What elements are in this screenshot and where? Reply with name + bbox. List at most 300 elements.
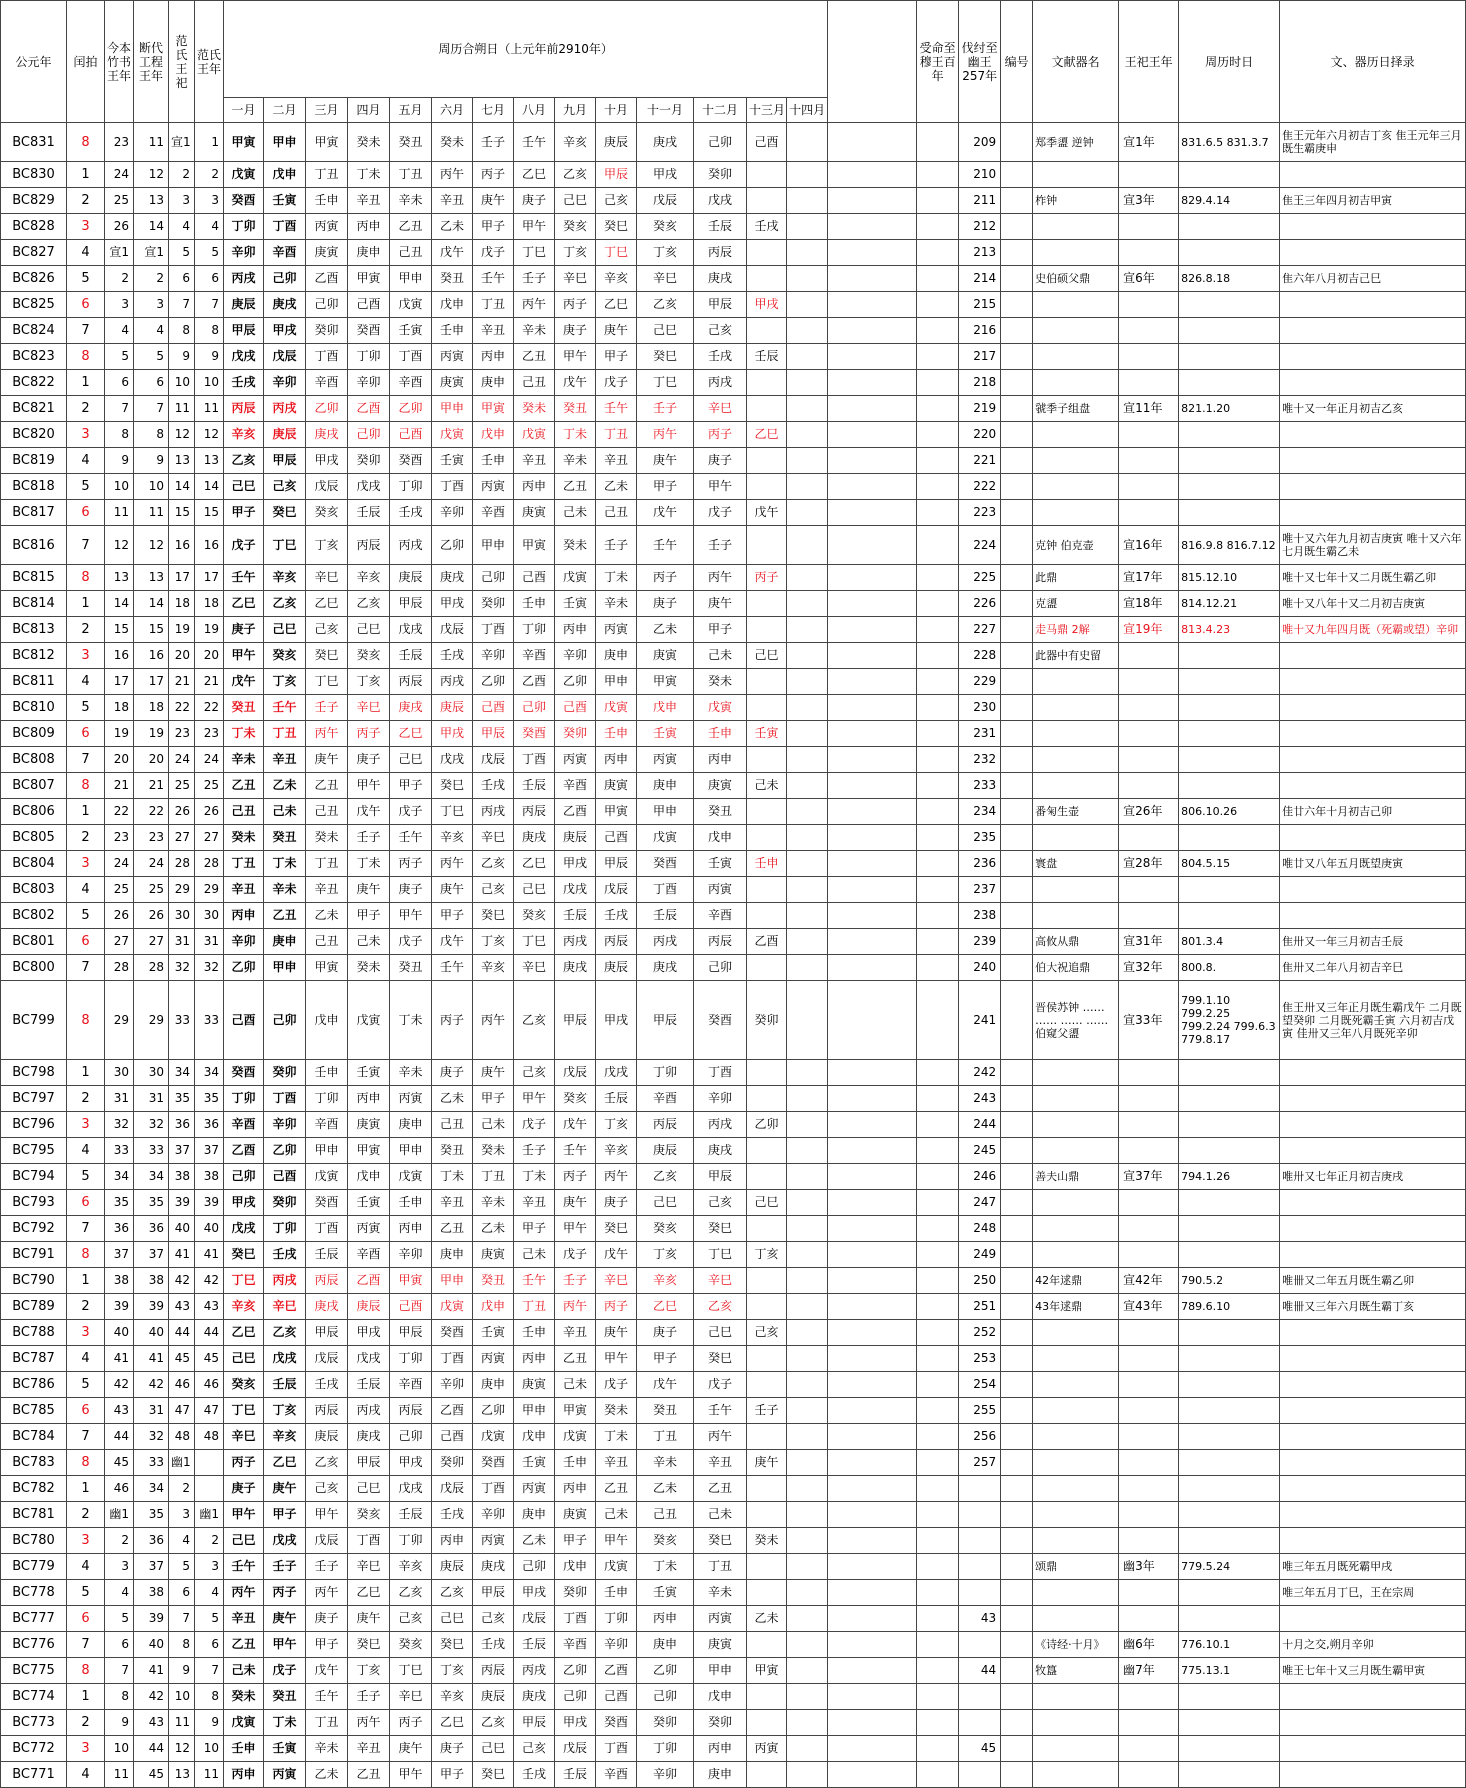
leap-cell: 2 [67, 1502, 105, 1528]
month-8-cell: 丙申 [514, 474, 555, 500]
month-9-cell: 己酉 [555, 695, 596, 721]
fazhou-cell: 246 [959, 1164, 1001, 1190]
excerpt-cell [1280, 1502, 1466, 1528]
month-2-cell: 丁未 [264, 1710, 306, 1736]
month-5-cell: 辛酉 [390, 370, 432, 396]
zhou-date-cell [1179, 1736, 1280, 1762]
bamboo-year-cell: 14 [105, 591, 134, 617]
spacer-cell [828, 292, 917, 318]
doc-name-cell [1033, 370, 1119, 396]
fan-year-cell: 40 [195, 1216, 224, 1242]
fazhou-cell [959, 1632, 1001, 1658]
bamboo-year-cell: 32 [105, 1112, 134, 1138]
table-row [1, 240, 1466, 266]
month-4-cell: 辛酉 [348, 1242, 390, 1268]
project-year-cell: 35 [134, 1502, 169, 1528]
month-2-cell: 乙卯 [264, 1138, 306, 1164]
fazhou-cell: 242 [959, 1060, 1001, 1086]
month-11-cell: 丁未 [637, 1554, 694, 1580]
fan-king-cell: 32 [169, 955, 195, 981]
month-9-cell: 己卯 [555, 1684, 596, 1710]
month-4-cell: 丁亥 [348, 669, 390, 695]
month-12-cell: 丙午 [694, 1424, 747, 1450]
table-row [1, 1346, 1466, 1372]
bamboo-year-cell: 10 [105, 1736, 134, 1762]
fazhou-cell: 234 [959, 799, 1001, 825]
month-13-cell: 乙未 [747, 1606, 787, 1632]
spacer-cell [828, 669, 917, 695]
code-cell [1001, 1164, 1033, 1190]
spacer-cell [828, 214, 917, 240]
month-5-cell: 甲辰 [390, 591, 432, 617]
code-cell [1001, 1216, 1033, 1242]
month-7-cell: 癸巳 [473, 1762, 514, 1788]
project-year-cell: 17 [134, 669, 169, 695]
year-cell: BC799 [1, 981, 67, 1060]
month-12-cell: 丙寅 [694, 877, 747, 903]
month-6-cell: 丙戌 [432, 669, 473, 695]
month-5-cell: 戊寅 [390, 1164, 432, 1190]
table-row [1, 1424, 1466, 1450]
month-3-cell: 戊辰 [306, 1346, 348, 1372]
king-year-cell: 宣28年 [1119, 851, 1179, 877]
king-year-cell [1119, 1736, 1179, 1762]
spacer-cell [828, 1242, 917, 1268]
fan-year-cell: 7 [195, 292, 224, 318]
month-10-cell: 壬辰 [596, 1086, 637, 1112]
month-9-cell: 戊戌 [555, 877, 596, 903]
month-7-cell: 戊子 [473, 240, 514, 266]
king-year-cell [1119, 1606, 1179, 1632]
code-cell [1001, 292, 1033, 318]
month-13-cell: 甲寅 [747, 1658, 787, 1684]
month-9-cell: 辛未 [555, 448, 596, 474]
month-9-cell: 乙亥 [555, 162, 596, 188]
month-4-cell: 甲戌 [348, 1320, 390, 1346]
month-1-cell: 丙戌 [224, 266, 264, 292]
month-6-cell: 壬寅 [432, 448, 473, 474]
month-header-2: 二月 [264, 98, 306, 123]
table-row [1, 1606, 1466, 1632]
project-year-cell: 42 [134, 1372, 169, 1398]
month-8-cell: 丙申 [514, 1346, 555, 1372]
table-row [1, 1632, 1466, 1658]
month-3-cell: 癸巳 [306, 643, 348, 669]
year-cell: BC824 [1, 318, 67, 344]
month-7-cell: 癸酉 [473, 1450, 514, 1476]
month-8-cell: 己亥 [514, 1736, 555, 1762]
year-cell: BC795 [1, 1138, 67, 1164]
doc-name-cell: 颂鼎 [1033, 1554, 1119, 1580]
month-6-cell: 戊辰 [432, 617, 473, 643]
month-4-cell: 乙丑 [348, 1762, 390, 1788]
month-14-cell [787, 1086, 828, 1112]
bamboo-year-cell: 2 [105, 1528, 134, 1554]
fan-king-cell: 24 [169, 747, 195, 773]
month-3-cell: 丙午 [306, 1580, 348, 1606]
bamboo-year-cell: 38 [105, 1268, 134, 1294]
king-year-cell [1119, 1060, 1179, 1086]
bamboo-year-cell: 28 [105, 955, 134, 981]
zhou-date-cell: 821.1.20 [1179, 396, 1280, 422]
fan-year-cell: 7 [195, 1658, 224, 1684]
shouming-cell [917, 825, 959, 851]
fan-year-cell: 2 [195, 1528, 224, 1554]
leap-cell: 8 [67, 1658, 105, 1684]
excerpt-cell [1280, 1398, 1466, 1424]
king-year-cell: 宣26年 [1119, 799, 1179, 825]
leap-cell: 2 [67, 1086, 105, 1112]
fan-year-cell: 17 [195, 565, 224, 591]
month-header-10: 十月 [596, 98, 637, 123]
month-5-cell: 丙辰 [390, 669, 432, 695]
bamboo-year-cell: 35 [105, 1190, 134, 1216]
fazhou-cell: 227 [959, 617, 1001, 643]
month-8-cell: 己亥 [514, 1060, 555, 1086]
zhou-date-cell: 826.8.18 [1179, 266, 1280, 292]
month-5-cell: 丙申 [390, 1216, 432, 1242]
month-14-cell [787, 1528, 828, 1554]
month-2-cell: 己卯 [264, 981, 306, 1060]
shouming-cell [917, 617, 959, 643]
table-row [1, 526, 1466, 565]
month-13-cell: 戊午 [747, 500, 787, 526]
month-header-5: 五月 [390, 98, 432, 123]
header-year: 公元年 [1, 1, 67, 123]
bamboo-year-cell: 7 [105, 1658, 134, 1684]
fan-year-cell: 10 [195, 370, 224, 396]
month-1-cell: 己丑 [224, 799, 264, 825]
bamboo-year-cell: 10 [105, 474, 134, 500]
month-3-cell: 丁巳 [306, 669, 348, 695]
year-cell: BC822 [1, 370, 67, 396]
table-row [1, 695, 1466, 721]
month-10-cell: 庚午 [596, 318, 637, 344]
shouming-cell [917, 1502, 959, 1528]
month-11-cell: 辛卯 [637, 1762, 694, 1788]
month-10-cell: 甲申 [596, 669, 637, 695]
doc-name-cell [1033, 1580, 1119, 1606]
month-9-cell: 辛酉 [555, 1632, 596, 1658]
code-cell [1001, 591, 1033, 617]
spacer-cell [828, 1060, 917, 1086]
king-year-cell [1119, 747, 1179, 773]
month-9-cell: 辛酉 [555, 773, 596, 799]
fazhou-cell: 219 [959, 396, 1001, 422]
leap-cell: 8 [67, 1450, 105, 1476]
month-6-cell: 丙申 [432, 1528, 473, 1554]
month-9-cell: 戊子 [555, 1242, 596, 1268]
leap-cell: 7 [67, 1216, 105, 1242]
zhou-date-cell: 816.9.8 816.7.12 [1179, 526, 1280, 565]
month-9-cell: 丙子 [555, 1164, 596, 1190]
fan-year-cell: 2 [195, 162, 224, 188]
doc-name-cell [1033, 448, 1119, 474]
month-4-cell: 庚午 [348, 1606, 390, 1632]
month-3-cell: 戊寅 [306, 1164, 348, 1190]
fan-king-cell: 12 [169, 422, 195, 448]
month-7-cell: 乙卯 [473, 669, 514, 695]
month-4-cell: 戊寅 [348, 981, 390, 1060]
king-year-cell [1119, 1528, 1179, 1554]
month-7-cell: 庚午 [473, 1060, 514, 1086]
month-8-cell: 乙未 [514, 1528, 555, 1554]
month-7-cell: 己亥 [473, 1606, 514, 1632]
month-6-cell: 丁亥 [432, 1658, 473, 1684]
bamboo-year-cell: 33 [105, 1138, 134, 1164]
month-13-cell [747, 162, 787, 188]
project-year-cell: 13 [134, 188, 169, 214]
year-cell: BC775 [1, 1658, 67, 1684]
month-9-cell: 丁未 [555, 422, 596, 448]
zhou-date-cell: 814.12.21 [1179, 591, 1280, 617]
month-12-cell: 庚寅 [694, 1632, 747, 1658]
project-year-cell: 14 [134, 591, 169, 617]
month-6-cell: 辛亥 [432, 825, 473, 851]
leap-cell: 3 [67, 1112, 105, 1138]
month-10-cell: 己酉 [596, 1684, 637, 1710]
project-year-cell: 6 [134, 370, 169, 396]
excerpt-cell [1280, 1450, 1466, 1476]
month-2-cell: 乙巳 [264, 1450, 306, 1476]
month-8-cell: 丁丑 [514, 1294, 555, 1320]
month-14-cell [787, 162, 828, 188]
zhou-date-cell [1179, 422, 1280, 448]
month-10-cell: 辛卯 [596, 1632, 637, 1658]
month-9-cell: 丙申 [555, 617, 596, 643]
month-14-cell [787, 773, 828, 799]
month-12-cell: 辛卯 [694, 1086, 747, 1112]
month-2-cell: 戊子 [264, 1658, 306, 1684]
excerpt-cell: 隹卅又二年八月初吉辛巳 [1280, 955, 1466, 981]
project-year-cell: 37 [134, 1554, 169, 1580]
month-6-cell: 丙午 [432, 162, 473, 188]
month-14-cell [787, 1190, 828, 1216]
month-3-cell: 壬子 [306, 695, 348, 721]
zhou-date-cell [1179, 1762, 1280, 1788]
month-11-cell: 戊午 [637, 500, 694, 526]
month-5-cell: 辛未 [390, 1060, 432, 1086]
king-year-cell: 宣18年 [1119, 591, 1179, 617]
project-year-cell: 34 [134, 1476, 169, 1502]
code-cell [1001, 1242, 1033, 1268]
zhou-date-cell [1179, 1372, 1280, 1398]
month-1-cell: 辛卯 [224, 929, 264, 955]
month-3-cell: 辛酉 [306, 1112, 348, 1138]
month-5-cell: 壬寅 [390, 318, 432, 344]
leap-cell: 7 [67, 1632, 105, 1658]
leap-cell: 3 [67, 422, 105, 448]
project-year-cell: 21 [134, 773, 169, 799]
month-5-cell: 庚午 [390, 1736, 432, 1762]
project-year-cell: 38 [134, 1268, 169, 1294]
month-13-cell [747, 1710, 787, 1736]
excerpt-cell [1280, 877, 1466, 903]
king-year-cell [1119, 1372, 1179, 1398]
excerpt-cell [1280, 773, 1466, 799]
code-cell [1001, 240, 1033, 266]
leap-cell: 3 [67, 643, 105, 669]
month-8-cell: 壬寅 [514, 1450, 555, 1476]
month-9-cell: 丁亥 [555, 240, 596, 266]
month-13-cell: 己巳 [747, 643, 787, 669]
month-7-cell: 庚寅 [473, 1242, 514, 1268]
month-13-cell [747, 1580, 787, 1606]
leap-cell: 1 [67, 799, 105, 825]
month-4-cell: 丁亥 [348, 1658, 390, 1684]
month-7-cell: 辛未 [473, 1190, 514, 1216]
month-5-cell: 辛巳 [390, 1684, 432, 1710]
table-row [1, 1320, 1466, 1346]
leap-cell: 8 [67, 344, 105, 370]
month-11-cell: 癸巳 [637, 344, 694, 370]
zhou-date-cell: 831.6.5 831.3.7 [1179, 123, 1280, 162]
fazhou-cell: 215 [959, 292, 1001, 318]
king-year-cell: 宣3年 [1119, 188, 1179, 214]
table-row [1, 318, 1466, 344]
month-6-cell: 己酉 [432, 1424, 473, 1450]
leap-cell: 4 [67, 877, 105, 903]
spacer-cell [828, 1684, 917, 1710]
excerpt-cell [1280, 214, 1466, 240]
month-13-cell [747, 799, 787, 825]
month-3-cell: 戊辰 [306, 474, 348, 500]
king-year-cell [1119, 1398, 1179, 1424]
fan-king-cell: 34 [169, 1060, 195, 1086]
month-7-cell: 丁酉 [473, 1476, 514, 1502]
month-1-cell: 乙亥 [224, 448, 264, 474]
zhou-date-cell [1179, 903, 1280, 929]
shouming-cell [917, 877, 959, 903]
month-13-cell [747, 695, 787, 721]
shouming-cell [917, 929, 959, 955]
bamboo-year-cell: 24 [105, 851, 134, 877]
header-excerpt: 文、器历日择录 [1280, 1, 1466, 123]
month-2-cell: 丁亥 [264, 669, 306, 695]
month-12-cell: 癸丑 [694, 799, 747, 825]
month-6-cell: 乙亥 [432, 1580, 473, 1606]
month-1-cell: 庚子 [224, 617, 264, 643]
fazhou-cell: 210 [959, 162, 1001, 188]
month-3-cell: 甲寅 [306, 955, 348, 981]
king-year-cell [1119, 1112, 1179, 1138]
bamboo-year-cell: 6 [105, 1632, 134, 1658]
month-14-cell [787, 370, 828, 396]
month-12-cell: 乙亥 [694, 1294, 747, 1320]
month-10-cell: 乙丑 [596, 1476, 637, 1502]
excerpt-cell [1280, 1476, 1466, 1502]
zhou-date-cell [1179, 1476, 1280, 1502]
table-row [1, 1528, 1466, 1554]
month-12-cell: 壬戌 [694, 344, 747, 370]
month-6-cell: 辛丑 [432, 188, 473, 214]
year-cell: BC798 [1, 1060, 67, 1086]
month-11-cell: 辛未 [637, 1450, 694, 1476]
table-row [1, 1736, 1466, 1762]
fan-year-cell: 21 [195, 669, 224, 695]
month-6-cell: 壬戌 [432, 643, 473, 669]
fazhou-cell: 45 [959, 1736, 1001, 1762]
bamboo-year-cell: 37 [105, 1242, 134, 1268]
fan-year-cell: 14 [195, 474, 224, 500]
month-11-cell: 甲子 [637, 1346, 694, 1372]
spacer-cell [828, 1268, 917, 1294]
month-7-cell: 壬戌 [473, 1632, 514, 1658]
month-7-cell: 甲子 [473, 214, 514, 240]
fazhou-cell: 232 [959, 747, 1001, 773]
project-year-cell: 37 [134, 1242, 169, 1268]
month-10-cell: 丁未 [596, 565, 637, 591]
month-8-cell: 庚申 [514, 1502, 555, 1528]
month-5-cell: 甲申 [390, 266, 432, 292]
month-5-cell: 乙亥 [390, 1580, 432, 1606]
month-3-cell: 壬戌 [306, 1372, 348, 1398]
bamboo-year-cell: 17 [105, 669, 134, 695]
project-year-cell: 3 [134, 292, 169, 318]
month-12-cell: 庚子 [694, 448, 747, 474]
doc-name-cell: 寰盘 [1033, 851, 1119, 877]
month-10-cell: 甲辰 [596, 162, 637, 188]
excerpt-cell [1280, 1736, 1466, 1762]
bamboo-year-cell: 8 [105, 422, 134, 448]
table-row [1, 422, 1466, 448]
month-10-cell: 甲子 [596, 344, 637, 370]
month-5-cell: 庚辰 [390, 565, 432, 591]
month-10-cell: 壬申 [596, 1580, 637, 1606]
spacer-cell [828, 1762, 917, 1788]
month-13-cell [747, 747, 787, 773]
month-11-cell: 丙申 [637, 1606, 694, 1632]
table-row [1, 877, 1466, 903]
month-12-cell: 己未 [694, 643, 747, 669]
month-13-cell [747, 1372, 787, 1398]
king-year-cell: 宣33年 [1119, 981, 1179, 1060]
month-13-cell: 己巳 [747, 1190, 787, 1216]
fan-year-cell: 32 [195, 955, 224, 981]
zhou-date-cell [1179, 1528, 1280, 1554]
month-10-cell: 壬申 [596, 721, 637, 747]
fan-king-cell: 11 [169, 396, 195, 422]
fazhou-cell: 218 [959, 370, 1001, 396]
shouming-cell [917, 695, 959, 721]
month-8-cell: 己未 [514, 1242, 555, 1268]
project-year-cell: 7 [134, 396, 169, 422]
leap-cell: 2 [67, 188, 105, 214]
leap-cell: 4 [67, 669, 105, 695]
fan-king-cell: 19 [169, 617, 195, 643]
month-6-cell: 癸丑 [432, 266, 473, 292]
king-year-cell: 宣37年 [1119, 1164, 1179, 1190]
month-13-cell: 己酉 [747, 123, 787, 162]
month-1-cell: 癸未 [224, 825, 264, 851]
month-2-cell: 壬寅 [264, 188, 306, 214]
fazhou-cell: 211 [959, 188, 1001, 214]
month-1-cell: 辛未 [224, 747, 264, 773]
doc-name-cell [1033, 877, 1119, 903]
table-row [1, 669, 1466, 695]
bamboo-year-cell: 16 [105, 643, 134, 669]
month-14-cell [787, 825, 828, 851]
fan-king-cell: 10 [169, 370, 195, 396]
spacer-cell [828, 1658, 917, 1684]
fan-year-cell: 4 [195, 1580, 224, 1606]
month-header-14: 十四月 [787, 98, 828, 123]
month-6-cell: 丙寅 [432, 344, 473, 370]
month-4-cell: 丙子 [348, 721, 390, 747]
month-6-cell: 戊辰 [432, 1476, 473, 1502]
month-7-cell: 乙未 [473, 1216, 514, 1242]
leap-cell: 3 [67, 214, 105, 240]
